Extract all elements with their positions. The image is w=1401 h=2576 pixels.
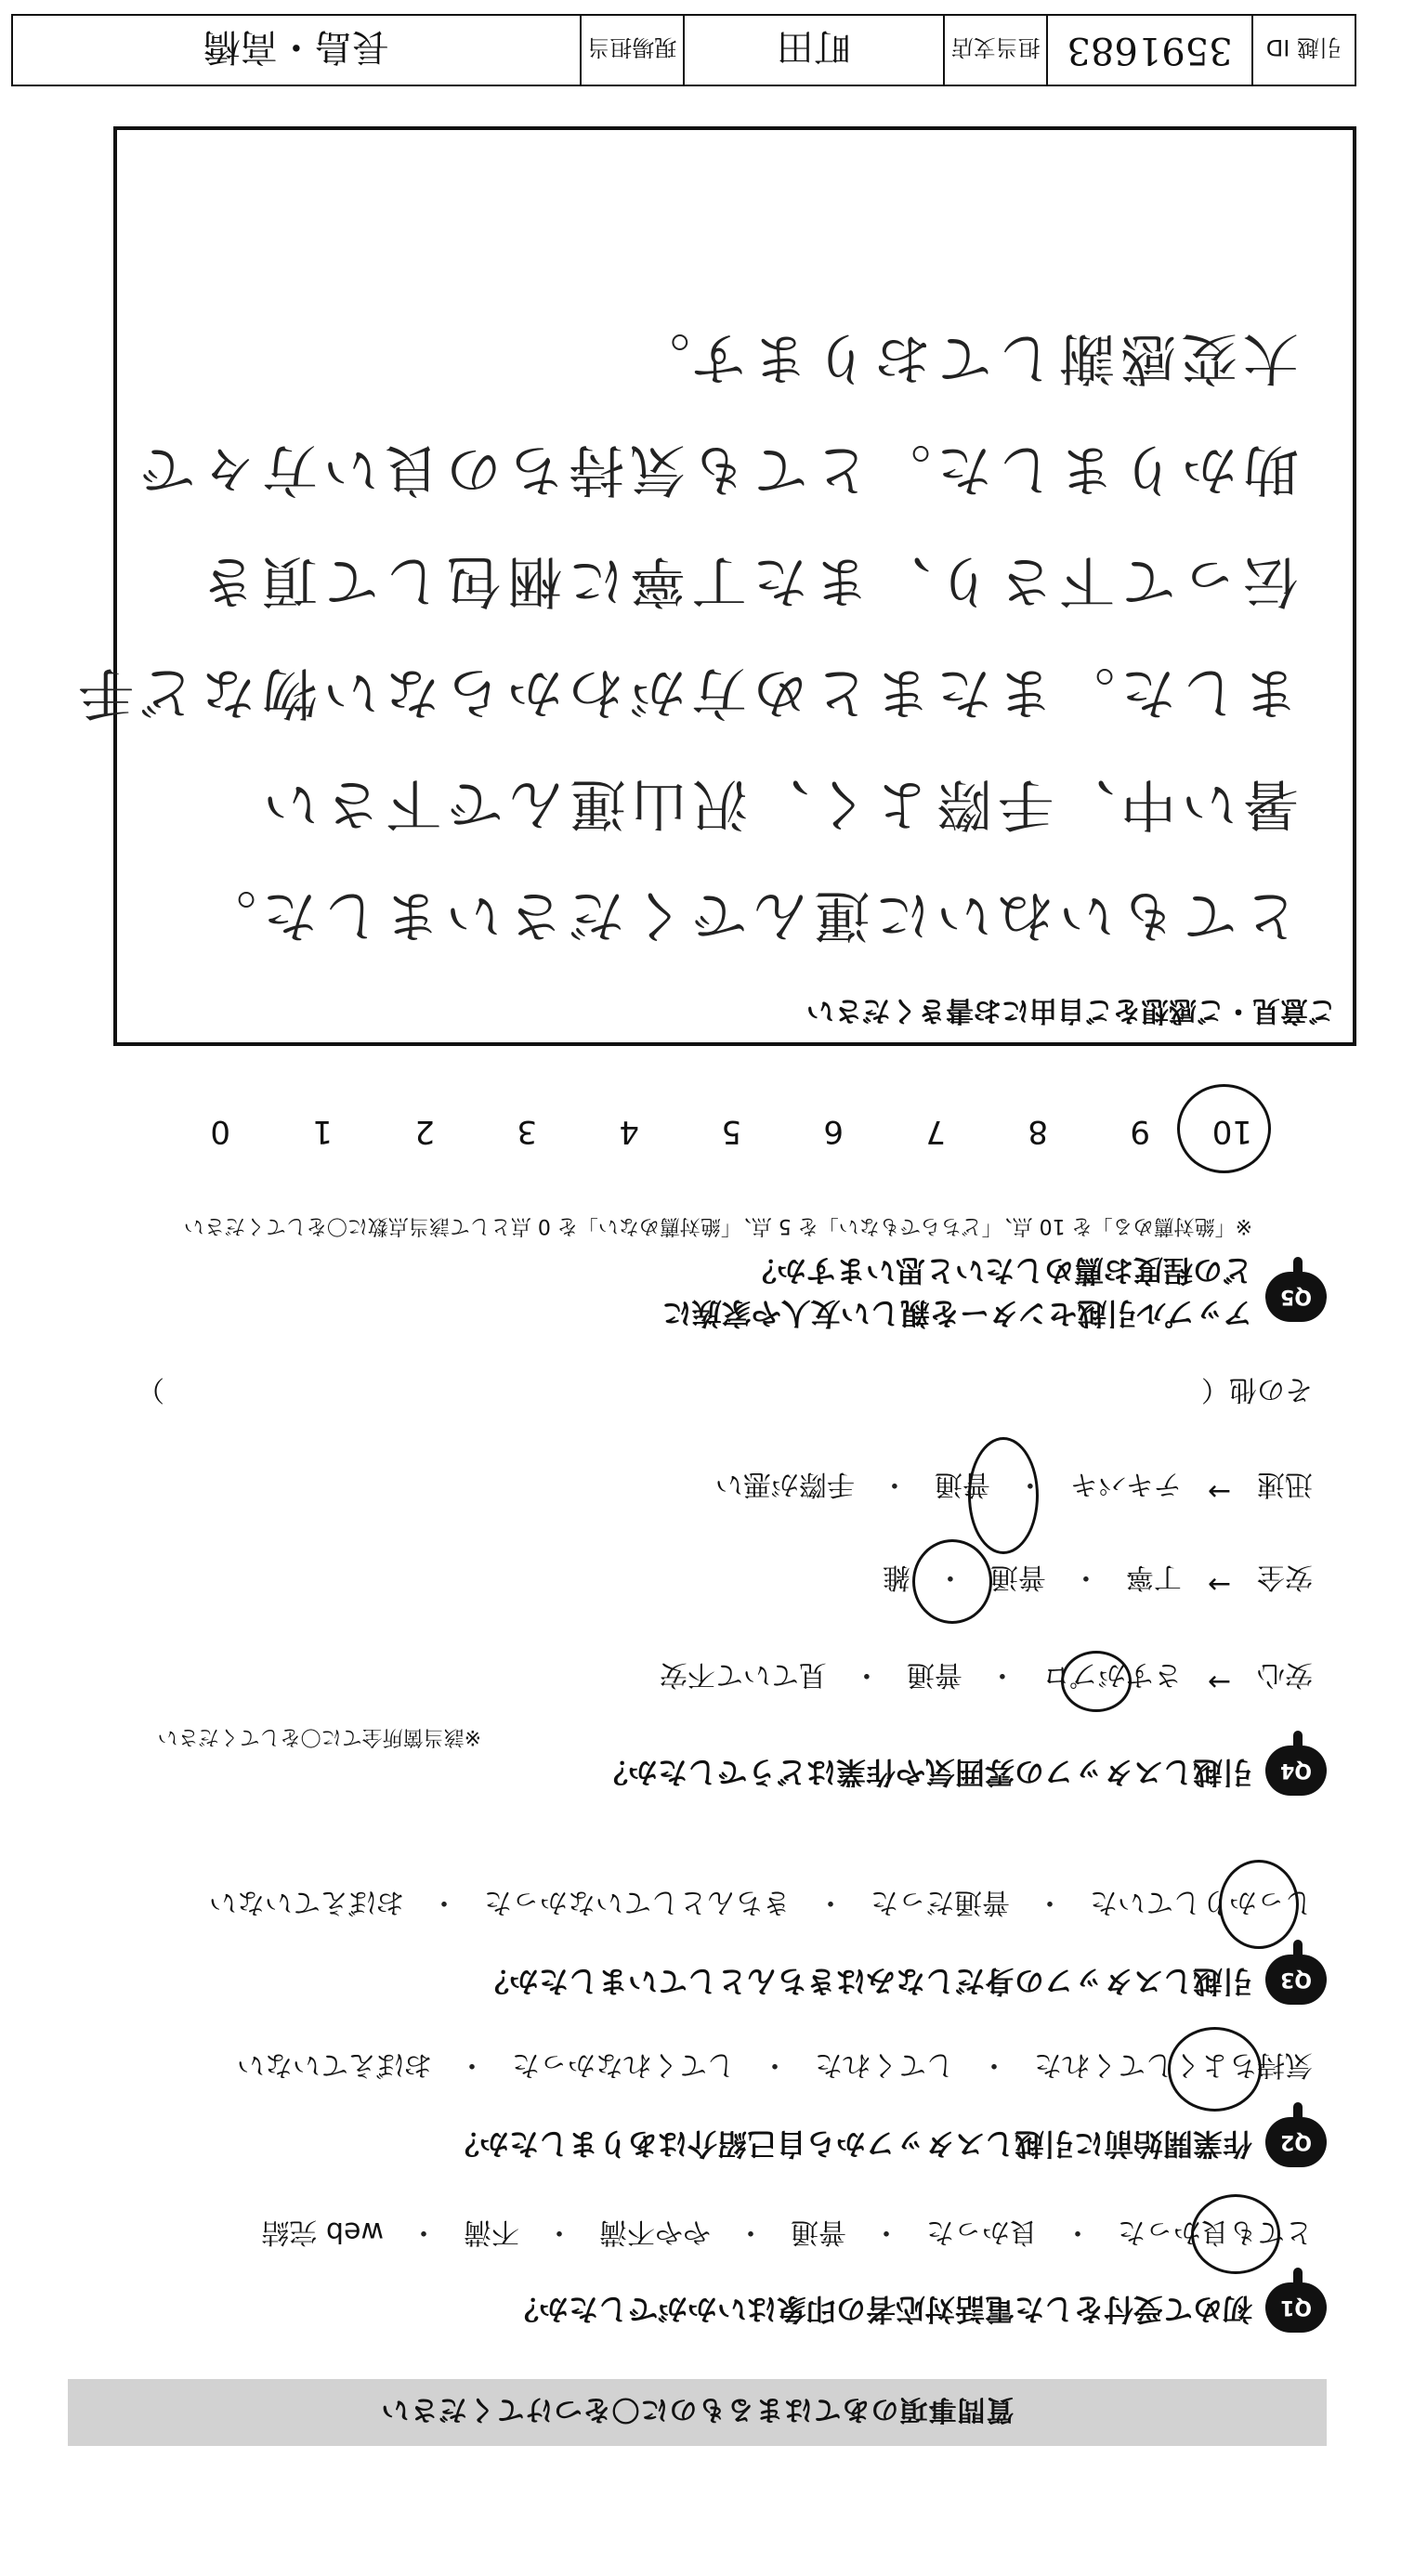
q5-scale-value[interactable]: 8 <box>1028 1113 1048 1150</box>
q4-question: 引越しスタッフの雰囲気や作業はどうでしたか？ <box>597 1755 1252 1790</box>
q5-badge: Q5 <box>1265 1272 1327 1322</box>
q4-row-anzen: 安全 → 丁寧 ・ 普通 ・ 雑 <box>882 1561 1313 1601</box>
q3-option[interactable]: 普通だった <box>871 1886 1010 1918</box>
footer-table <box>11 14 1356 86</box>
q3-question: 引越しスタッフの身だしなみはきちんとしていましたか？ <box>478 1964 1252 1999</box>
q2-badge: Q2 <box>1265 2117 1327 2167</box>
leader-label: 現場担当 <box>580 16 683 85</box>
q1-option[interactable]: 不満 <box>464 2216 519 2248</box>
q1-option[interactable]: 普通 <box>791 2216 846 2248</box>
q5-selection-circle <box>1177 1084 1271 1173</box>
q4-row-label: 迅速 <box>1257 1468 1313 1500</box>
q2-question: 作業開始前に引越しスタッフから自己紹介はありましたか？ <box>449 2126 1252 2162</box>
q4-option[interactable]: 普通 <box>934 1468 990 1500</box>
q4-row-label: 安全 <box>1257 1561 1313 1593</box>
id-label: 引越 ID <box>1251 16 1355 85</box>
q4-option[interactable]: 見ていて不安 <box>659 1658 827 1691</box>
q4-option[interactable]: 手際が悪い <box>714 1468 855 1500</box>
q1-badge: Q1 <box>1265 2282 1327 2333</box>
q4-other <box>137 1372 1313 1413</box>
comment-line: ました。またまとめ方がわからない物など手 <box>72 660 1299 725</box>
q2-option[interactable]: してくれなかった <box>512 2048 735 2081</box>
q1-question: 初めて受付をした電話対応者の印象はいかがでしたか？ <box>508 2292 1252 2327</box>
q3-selection-circle <box>1219 1860 1299 1949</box>
q4-note: ※該当箇所全てに〇をしてください <box>157 1725 481 1748</box>
q3-badge: Q3 <box>1265 1955 1327 2005</box>
q1-option[interactable]: web 完結 <box>261 2216 384 2248</box>
q4-other-label: その他（ <box>1201 1373 1313 1406</box>
q2-options: 気持ちよくしてくれた ・ してくれた ・ してくれなかった ・ おぼえていない <box>237 2047 1313 2088</box>
comment-line: 助かりました。とても気持ちの良い方々で <box>134 437 1299 502</box>
comment-line: 伝って下さり、また丁寧に梱包して頂き <box>195 548 1299 613</box>
q4-other-blank[interactable] <box>190 1372 1175 1413</box>
q5-scale-value[interactable]: 0 <box>210 1113 230 1150</box>
q5-scale-value[interactable]: 3 <box>517 1113 537 1150</box>
q5-question-line1: アップル引越センターを親しい友人や家族に <box>661 1296 1252 1331</box>
q4-option[interactable]: テキパキ <box>1069 1468 1182 1500</box>
q4-option[interactable]: さすがプロ <box>1041 1658 1182 1691</box>
q4-row-jinsoku: 迅速 → テキパキ ・ 普通 ・ 手際が悪い <box>714 1468 1313 1508</box>
q2-option[interactable]: してくれた <box>815 2048 954 2081</box>
q5-scale-value[interactable]: 1 <box>312 1113 333 1150</box>
q5-scale-value[interactable]: 7 <box>925 1113 946 1150</box>
comments-title: ご意見・ご感想をご自由にお書きください <box>806 994 1336 1026</box>
q4-other-close: ） <box>137 1373 164 1406</box>
q5-scale-value[interactable]: 6 <box>823 1113 844 1150</box>
q2-option[interactable]: 気持ちよくしてくれた <box>1034 2048 1313 2081</box>
q5-scale <box>175 1113 1252 1150</box>
q4-row-label: 安心 <box>1257 1658 1313 1691</box>
q5-question-line2: どの程度お薦めしたいと思いますか？ <box>746 1253 1252 1288</box>
q3-options: しっかりしていた ・ 普通だった ・ きちんとしていなかった ・ おぼえていない <box>209 1885 1313 1926</box>
q1-selection-circle <box>1191 2194 1280 2274</box>
q4-anzen-circle <box>912 1539 992 1624</box>
comment-line: 暑い中、手際よく、沢山運んで下さい <box>257 771 1299 836</box>
q5-note: ※「絶対薦める」を 10 点、「どちらでもない」を 5 点、「絶対薦めない」を 0 点として該当点数に〇をしてください <box>183 1214 1252 1237</box>
q4-option[interactable]: 丁寧 <box>1125 1561 1182 1593</box>
q4-option[interactable]: 普通 <box>989 1561 1046 1593</box>
comment-line: とてもいねいに運んでくださいました。 <box>195 883 1299 948</box>
instruction-banner: 質問事項のあてはまるものに〇をつけてください <box>68 2379 1327 2446</box>
q4-option[interactable]: 普通 <box>906 1658 962 1691</box>
q3-option[interactable]: おぼえていない <box>209 1886 404 1918</box>
branch-label: 担当支店 <box>943 16 1046 85</box>
q4-anshin-circle <box>1061 1651 1132 1712</box>
q3-option[interactable]: しっかりしていた <box>1090 1886 1313 1918</box>
q5-scale-value[interactable]: 4 <box>619 1113 639 1150</box>
id-value: 3591683 <box>1046 16 1250 85</box>
q1-options: とても良かった ・ 良かった ・ 普通 ・ やや不満 ・ 不満 ・ web 完結 <box>261 2215 1313 2256</box>
q4-row-anshin: 安心 → さすがプロ ・ 普通 ・ 見ていて不安 <box>659 1658 1313 1698</box>
q1-option[interactable]: やや不満 <box>599 2216 711 2248</box>
q5-scale-value[interactable]: 5 <box>721 1113 741 1150</box>
branch-value: 町田 <box>683 16 943 85</box>
q1-option[interactable]: とても良かった <box>1118 2216 1313 2248</box>
q2-selection-circle <box>1168 2027 1262 2112</box>
q5-scale-value[interactable]: 2 <box>414 1113 435 1150</box>
q4-badge: Q4 <box>1265 1746 1327 1796</box>
q3-option[interactable]: きちんとしていなかった <box>484 1886 791 1918</box>
comment-line: 大変感謝しております。 <box>628 325 1299 390</box>
q4-option[interactable]: 雑 <box>882 1561 910 1593</box>
q4-jinsoku-circle <box>968 1437 1039 1554</box>
q5-scale-value[interactable]: 10 <box>1211 1113 1252 1150</box>
q1-option[interactable]: 良かった <box>926 2216 1038 2248</box>
leader-value: 長島・高橋 <box>203 25 389 69</box>
q2-option[interactable]: おぼえていない <box>237 2048 432 2081</box>
q5-scale-value[interactable]: 9 <box>1130 1113 1150 1150</box>
